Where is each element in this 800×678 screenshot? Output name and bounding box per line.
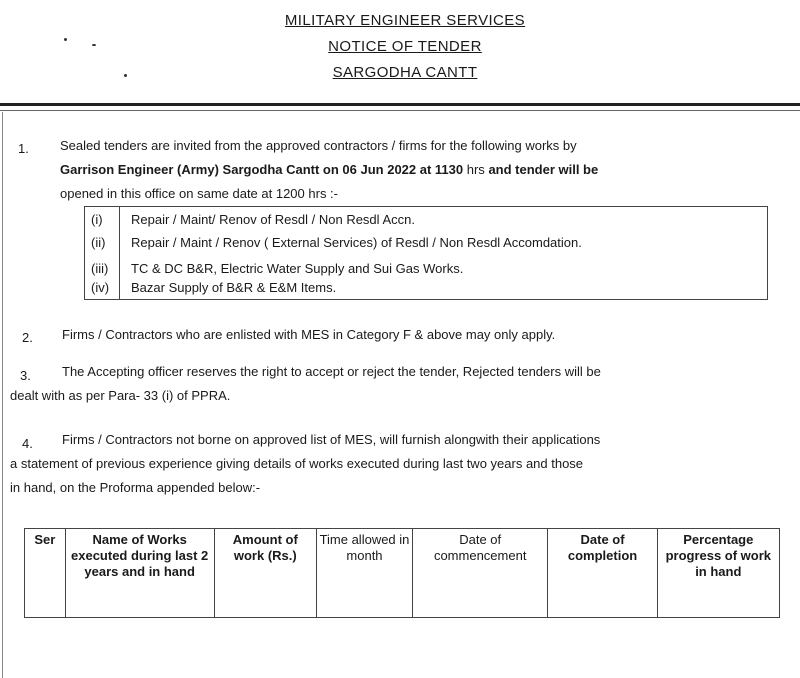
proforma-table	[24, 528, 780, 618]
column-header: Name of Works executed during last 2 years and in hand	[65, 529, 214, 618]
para4-line3: in hand, on the Proforma appended below:-	[10, 480, 261, 495]
para1-line2	[60, 158, 598, 182]
column-header: Date of commencement	[412, 529, 548, 618]
works-list-divider	[119, 207, 120, 299]
header-location: SARGODHA CANTT	[332, 64, 478, 81]
para1-number: 1.	[18, 141, 29, 156]
item-text: Repair / Maint/ Renov of Resdl / Non Resdl Accn.	[131, 212, 415, 227]
para4-line2: a statement of previous experience giving details of works executed during last two years and those	[10, 456, 584, 471]
item-text: Repair / Maint / Renov ( External Services) of Resdl / Non Resdl Accomdation.	[131, 235, 582, 250]
column-header: Amount of work (Rs.)	[214, 529, 317, 618]
column-header: Ser	[25, 529, 66, 618]
item-number: (i)	[91, 212, 103, 227]
para1-line2-rest: and tender will be	[488, 162, 599, 177]
item-number: (ii)	[91, 235, 106, 250]
header-notice-title: NOTICE OF TENDER	[328, 38, 482, 55]
scan-speck	[124, 74, 127, 77]
para4-number: 4.	[22, 436, 33, 451]
para1-line1: Sealed tenders are invited from the approved contractors / firms for the following works by	[60, 138, 577, 153]
scan-speck	[64, 38, 67, 41]
para1-line2-mid: hrs	[463, 162, 489, 177]
para3-line2: dealt with as per Para- 33 (i) of PPRA.	[10, 388, 231, 403]
frame-border	[2, 112, 3, 678]
header-divider	[0, 103, 800, 106]
notice-header	[0, 8, 800, 86]
header-organization: MILITARY ENGINEER SERVICES	[284, 12, 526, 29]
item-number: (iii)	[91, 261, 109, 276]
item-text: TC & DC B&R, Electric Water Supply and Sui Gas Works.	[131, 261, 464, 276]
para2-text: Firms / Contractors who are enlisted with MES in Category F & above may only apply.	[62, 327, 556, 342]
para1-line3: opened in this office on same date at 1200 hrs :-	[60, 186, 338, 201]
table-header-row	[25, 529, 780, 618]
para4-line1: Firms / Contractors not borne on approved list of MES, will furnish alongwith their applications	[62, 432, 601, 447]
scan-speck	[92, 44, 96, 46]
column-header: Date of completion	[548, 529, 657, 618]
para3-number: 3.	[20, 368, 31, 383]
column-header: Time allowed in month	[317, 529, 413, 618]
para2-number: 2.	[22, 330, 33, 345]
item-text: Bazar Supply of B&R & E&M Items.	[131, 280, 337, 295]
header-divider-thin	[0, 110, 800, 111]
para3-line1: The Accepting officer reserves the right to accept or reject the tender, Rejected tenders will be	[62, 364, 601, 379]
column-header: Percentage progress of work in hand	[657, 529, 779, 618]
para1-line2-bold: Garrison Engineer (Army) Sargodha Cantt on 06 Jun 2022 at 1130	[60, 162, 464, 177]
works-list	[84, 206, 768, 300]
item-number: (iv)	[91, 280, 110, 295]
